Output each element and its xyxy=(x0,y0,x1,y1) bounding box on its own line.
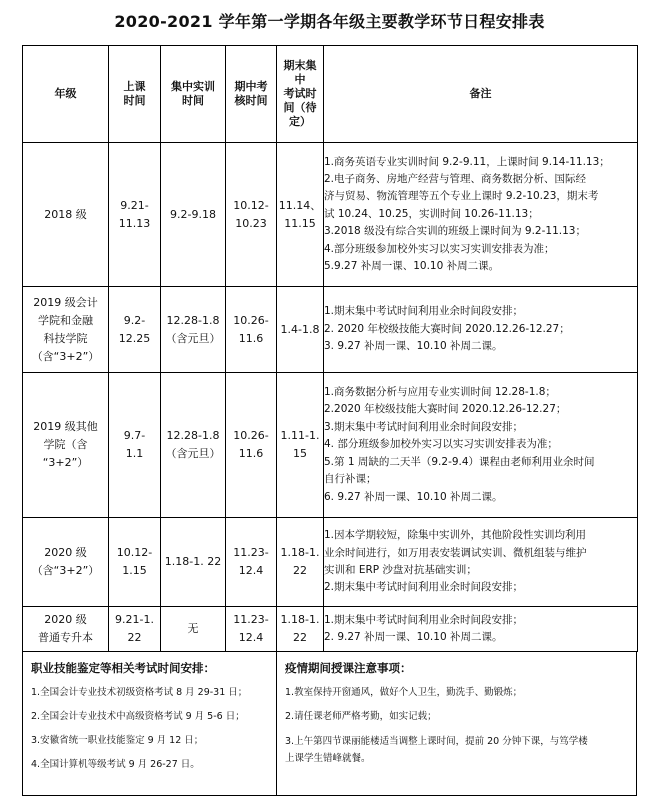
midterm-time-cell: 10.26- 11.6 xyxy=(226,287,277,373)
exam-item: 4.全国计算机等级考试 9 月 26-27 日。 xyxy=(31,759,200,770)
grade-cell: 2019 级其他 学院（含 “3+2”） xyxy=(23,373,109,518)
final-time-cell: 1.18-1. 22 xyxy=(277,607,324,652)
remarks-cell: 1.期末集中考试时间利用业余时间段安排； 2. 9.27 补周一课、10.10 补周二课。 xyxy=(324,607,638,652)
midterm-time-cell: 10.26- 11.6 xyxy=(226,373,277,518)
final-time-cell: 11.14、 11.15 xyxy=(277,143,324,287)
header-class-time: 上课 时间 xyxy=(109,46,161,143)
exam-item: 2.全国会计专业技术中高级资格考试 9 月 5-6 日； xyxy=(31,711,245,722)
exam-item: 1.全国会计专业技术初级资格考试 8 月 29-31 日； xyxy=(31,687,248,698)
header-grade: 年级 xyxy=(23,46,109,143)
table-row xyxy=(23,373,638,518)
grade-cell: 2018 级 xyxy=(23,143,109,287)
class-time-cell: 9.2- 12.25 xyxy=(109,287,161,373)
page-title: 2020-2021 学年第一学期各年级主要教学环节日程安排表 xyxy=(114,12,545,31)
final-time-cell: 1.11-1. 15 xyxy=(277,373,324,518)
table-row xyxy=(23,143,638,287)
bottom-notes xyxy=(22,651,637,796)
header-midterm-time: 期中考 核时间 xyxy=(226,46,277,143)
midterm-time-cell: 11.23- 12.4 xyxy=(226,518,277,607)
epidemic-item: 2.请任课老师严格考勤，如实记载； xyxy=(285,711,437,722)
exam-schedule-section xyxy=(23,652,277,795)
practice-time-cell: 12.28-1.8 （含元旦） xyxy=(161,373,226,518)
table-row xyxy=(23,287,638,373)
header-practice-time: 集中实训 时间 xyxy=(161,46,226,143)
table-row xyxy=(23,518,638,607)
practice-time-cell: 9.2-9.18 xyxy=(161,143,226,287)
final-time-cell: 1.4-1.8 xyxy=(277,287,324,373)
schedule-table xyxy=(22,45,638,652)
exam-item: 3.安徽省统一职业技能鉴定 9 月 12 日； xyxy=(31,735,204,746)
epidemic-notes-heading: 疫情期间授课注意事项： xyxy=(285,661,412,675)
remarks-cell: 1.因本学期较短，除集中实训外，其他阶段性实训均利用 业余时间进行，如万用表安装调试实训、微机组装与维护 实训和 ERP 沙盘对抗基础实训； 2.期末集中考试时间利用业余时间段安排； xyxy=(324,518,638,607)
header-remarks: 备注 xyxy=(324,46,638,143)
header-final-exam-time: 期末集 中 考试时 间（待 定） xyxy=(277,46,324,143)
table-row xyxy=(23,607,638,652)
class-time-cell: 9.7- 1.1 xyxy=(109,373,161,518)
practice-time-cell: 无 xyxy=(161,607,226,652)
remarks-cell: 1.商务英语专业实训时间 9.2-9.11，上课时间 9.14-11.13； 2.电子商务、房地产经营与管理、商务数据分析、国际经 济与贸易、物流管理等五个专业上课时 9.2-10.23，期末考 试 10.24、10.25，实训时间 10.26-11.13； 3.2018 级没有综合实训的班级上课时间为 9.2-11.13； 4.部分班级参加校外实习以实习实训安排表为准； 5.9.27 补周一课、10.10 补周二课。 xyxy=(324,143,638,287)
epidemic-notes-section xyxy=(277,652,636,795)
practice-time-cell: 12.28-1.8 （含元旦） xyxy=(161,287,226,373)
remarks-cell: 1.期末集中考试时间利用业余时间段安排； 2. 2020 年校级技能大赛时间 2020.12.26-12.27； 3. 9.27 补周一课、10.10 补周二课。 xyxy=(324,287,638,373)
header-row xyxy=(23,46,638,143)
epidemic-item: 3.上午第四节课丽能楼适当调整上课时间，提前 20 分钟下课，与笃学楼 上课学生错峰就餐。 xyxy=(285,736,588,764)
practice-time-cell: 1.18-1. 22 xyxy=(161,518,226,607)
grade-cell: 2020 级 普通专升本 xyxy=(23,607,109,652)
final-time-cell: 1.18-1. 22 xyxy=(277,518,324,607)
class-time-cell: 9.21-1. 22 xyxy=(109,607,161,652)
exam-schedule-heading: 职业技能鉴定等相关考试时间安排： xyxy=(31,661,215,675)
class-time-cell: 10.12- 1.15 xyxy=(109,518,161,607)
grade-cell: 2020 级 （含“3+2”） xyxy=(23,518,109,607)
midterm-time-cell: 11.23- 12.4 xyxy=(226,607,277,652)
grade-cell: 2019 级会计 学院和金融 科技学院 （含“3+2”） xyxy=(23,287,109,373)
epidemic-item: 1.教室保持开窗通风，做好个人卫生，勤洗手、勤锻炼； xyxy=(285,687,523,698)
class-time-cell: 9.21- 11.13 xyxy=(109,143,161,287)
midterm-time-cell: 10.12- 10.23 xyxy=(226,143,277,287)
remarks-cell: 1.商务数据分析与应用专业实训时间 12.28-1.8； 2.2020 年校级技能大赛时间 2020.12.26-12.27； 3.期末集中考试时间利用业余时间段安排； 4. 部分班级参加校外实习以实习实训安排表为准； 5.第 1 周缺的二天半（9.2-9.4）课程由老师利用业余时间 自行补课； 6. 9.27 补周一课、10.10 补周二课。 xyxy=(324,373,638,518)
